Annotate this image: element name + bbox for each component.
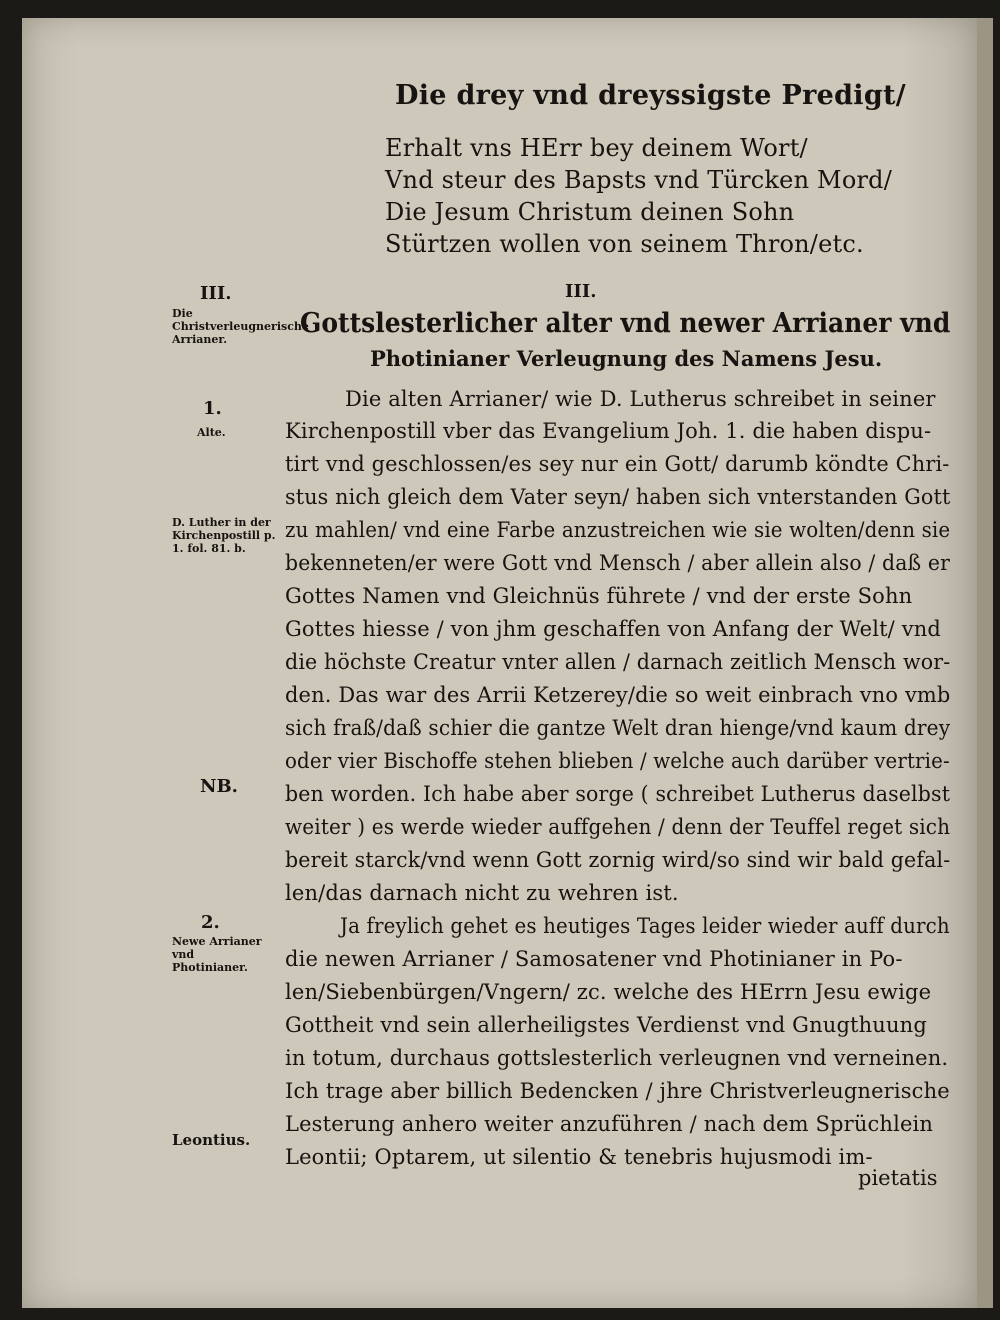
text-line: die newen Arrianer / Samosatener vnd Photinianer in Po- bbox=[285, 947, 903, 971]
text-line: Kirchenpostill vber das Evangelium Joh. 1. die haben dispu- bbox=[285, 419, 932, 443]
text-line: zu mahlen/ vnd eine Farbe anzustreichen wie sie wolten/denn sie bbox=[285, 518, 951, 542]
text-line: die höchste Creatur vnter allen / darnach zeitlich Mensch wor- bbox=[285, 650, 951, 674]
verse-line-4: Stürtzen wollen von seinem Thron/etc. bbox=[385, 230, 864, 258]
margin-note-newe-arrianer: Newe Arrianer vnd Photinianer. bbox=[172, 935, 262, 974]
text-line: Ich trage aber billich Bedencken / jhre Christverleugnerische bbox=[285, 1079, 950, 1103]
margin-note-alte: Alte. bbox=[197, 426, 226, 439]
margin-roman-numeral: III. bbox=[200, 283, 232, 304]
text-line: bekenneten/er were Gott vnd Mensch / aber allein also / daß er bbox=[285, 551, 950, 575]
margin-note-arrianer: Die Christverleugnerische Arrianer. bbox=[172, 307, 309, 346]
margin-number-2: 2. bbox=[201, 912, 220, 933]
text-line: den. Das war des Arrii Ketzerey/die so weit einbrach vno vmb bbox=[285, 683, 951, 707]
verse-line-3: Die Jesum Christum deinen Sohn bbox=[385, 198, 795, 226]
section-number: III. bbox=[565, 281, 597, 302]
text-line: sich fraß/daß schier die gantze Welt dran hienge/vnd kaum drey bbox=[285, 716, 951, 740]
verse-line-1: Erhalt vns HErr bey deinem Wort/ bbox=[385, 134, 808, 162]
catchword: pietatis bbox=[858, 1166, 938, 1190]
verse-line-2: Vnd steur des Bapsts vnd Türcken Mord/ bbox=[385, 166, 892, 194]
text-line: len/Siebenbürgen/Vngern/ zc. welche des HErrn Jesu ewige bbox=[285, 980, 932, 1004]
text-line: tirt vnd geschlossen/es sey nur ein Gott/ darumb köndte Chri- bbox=[285, 452, 950, 476]
text-line: ben worden. Ich habe aber sorge ( schreibet Lutherus daselbst bbox=[285, 782, 951, 806]
section-heading-1: Gottslesterlicher alter vnd newer Arrianer vnd bbox=[300, 308, 951, 339]
margin-number-1: 1. bbox=[203, 398, 222, 419]
text-line: stus nich gleich dem Vater seyn/ haben sich vnterstanden Gott bbox=[285, 485, 951, 509]
text-line: Gottes hiesse / von jhm geschaffen von Anfang der Welt/ vnd bbox=[285, 617, 942, 641]
text-line: oder vier Bischoffe stehen blieben / welche auch darüber vertrie- bbox=[285, 749, 950, 773]
margin-note-leontius: Leontius. bbox=[172, 1131, 251, 1149]
text-line: bereit starck/vnd wenn Gott zornig wird/so sind wir bald gefal- bbox=[285, 848, 951, 872]
section-heading-2: Photinianer Verleugnung des Namens Jesu. bbox=[370, 346, 883, 371]
text-line: Leontii; Optarem, ut silentio & tenebris hujusmodi im- bbox=[285, 1145, 873, 1169]
text-line: Gottheit vnd sein allerheiligstes Verdienst vnd Gnugthuung bbox=[285, 1013, 927, 1037]
margin-note-luther: D. Luther in der Kirchenpostill p. 1. fol. 81. b. bbox=[172, 516, 276, 555]
margin-nb: NB. bbox=[200, 776, 238, 797]
text-line: Die alten Arrianer/ wie D. Lutherus schreibet in seiner bbox=[345, 387, 936, 411]
sermon-title: Die drey vnd dreyssigste Predigt/ bbox=[395, 80, 906, 111]
text-line: Gottes Namen vnd Gleichnüs führete / vnd der erste Sohn bbox=[285, 584, 913, 608]
next-page-edge bbox=[977, 18, 993, 1308]
text-line: len/das darnach nicht zu wehren ist. bbox=[285, 881, 679, 905]
text-line: Lesterung anhero weiter anzuführen / nach dem Sprüchlein bbox=[285, 1112, 934, 1136]
text-line: in totum, durchaus gottslesterlich verleugnen vnd verneinen. bbox=[285, 1046, 949, 1070]
text-line: Ja freylich gehet es heutiges Tages leider wieder auff durch bbox=[340, 914, 950, 938]
text-line: weiter ) es werde wieder auffgehen / denn der Teuffel reget sich bbox=[285, 815, 951, 839]
